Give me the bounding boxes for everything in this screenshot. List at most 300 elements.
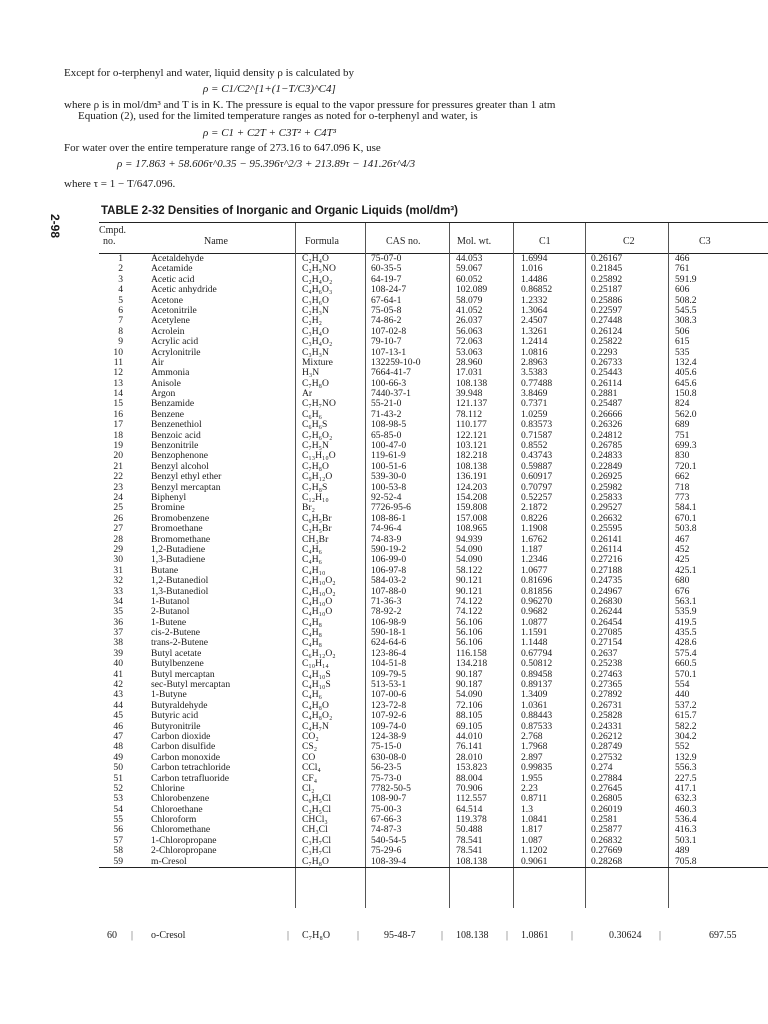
cell-no: 52 [113,782,123,794]
cell-formula: CH₃Cl [302,824,328,836]
cell-c2: 0.30624 [609,930,642,941]
cell-c2: 0.25487 [591,398,623,410]
cell-c2: 0.26925 [591,471,623,483]
table-row [99,597,768,607]
cell-cas: 100-66-3 [371,377,407,389]
cell-name: Chloroethane [151,803,203,815]
cell-c3: 452 [675,543,690,555]
cell-no: 7 [118,315,123,327]
cell-no: 15 [113,398,123,410]
cell-c1: 3.8469 [521,388,548,400]
cell-c1: 1.0361 [521,699,548,711]
cell-name: Argon [151,388,176,400]
cell-c2: 0.26454 [591,616,623,628]
cell-mol-wt: 108.138 [456,460,488,472]
cell-cas: 7782-50-5 [371,782,411,794]
cell-no: 42 [113,679,123,691]
cell-cas: 108-86-1 [371,512,407,524]
cell-cas: 106-99-0 [371,554,407,566]
cell-no: 12 [113,367,123,379]
table-row [99,555,768,565]
cell-cas: 92-52-4 [371,491,402,503]
cell-c1: 1.0841 [521,814,548,826]
cell-mol-wt: 108.138 [456,855,488,867]
column-rule-mark: | [506,930,509,941]
cell-c3: 699.3 [675,440,697,452]
cell-cas: 104-51-8 [371,658,407,670]
cell-c2: 0.27154 [591,637,623,649]
cell-c1: 1.087 [521,834,543,846]
cell-mol-wt: 56.063 [456,325,483,337]
cell-mol-wt: 102.089 [456,284,488,296]
cell-cas: 106-97-8 [371,564,407,576]
cell-c2: 0.28749 [591,741,623,753]
cell-c1: 0.83573 [521,419,553,431]
cell-cas: 124-38-9 [371,730,407,742]
cell-c1: 0.9061 [521,855,548,867]
cell-cas: 75-73-0 [371,772,402,784]
cell-mol-wt: 153.823 [456,762,488,774]
cell-no: 31 [113,564,123,576]
cell-c2: 0.25886 [591,294,623,306]
cell-formula: C₂H₄O₂ [302,273,333,285]
cell-no: 57 [113,834,123,846]
cell-c3: 645.6 [675,377,697,389]
cell-name: 1-Butyne [151,689,187,701]
cell-formula: C₄H₁₀O [302,595,333,607]
column-rule-mark: | [287,930,290,941]
cell-name: Acetonitrile [151,304,197,316]
cell-c2: 0.26805 [591,793,623,805]
cell-no: 49 [113,751,123,763]
cell-mol-wt: 108.138 [456,377,488,389]
table-row [99,857,768,868]
cell-no: 20 [113,450,123,462]
cell-name: Chloromethane [151,824,211,836]
cell-c1: 2.768 [521,730,543,742]
cell-name: Acrylic acid [151,336,199,348]
table-row [99,368,768,378]
table-row [99,576,768,586]
table-row [99,296,768,306]
cell-c1: 1.1448 [521,637,548,649]
cell-no: 9 [118,336,123,348]
cell-c2: 0.2581 [591,814,618,826]
cell-c1: 0.77488 [521,377,553,389]
cell-name: Acrolein [151,325,185,337]
cell-mol-wt: 182.218 [456,450,488,462]
table-row [99,285,768,295]
cell-mol-wt: 136.191 [456,471,488,483]
cell-c1: 1.1202 [521,845,548,857]
cell-mol-wt: 54.090 [456,543,483,555]
cell-name: Bromine [151,502,185,514]
header-c1: C1 [539,236,551,247]
cell-c1: 0.89458 [521,668,553,680]
cell-cas: 7664-41-7 [371,367,411,379]
cell-formula: Br₂ [302,502,315,514]
cell-mol-wt: 54.090 [456,554,483,566]
cell-c2: 0.26733 [591,356,623,368]
cell-no: 11 [113,356,123,368]
cell-c3: 308.3 [675,315,697,327]
cell-name: 1,2-Butanediol [151,575,209,587]
cell-no: 53 [113,793,123,805]
cell-c2: 0.25238 [591,658,623,670]
cell-c3: 718 [675,481,690,493]
cell-c3: 150.8 [675,388,697,400]
cell-no: 58 [113,845,123,857]
cell-c1: 2.8963 [521,356,548,368]
cell-no: 10 [113,346,123,358]
cell-formula: C₄H₆ [302,689,323,701]
cell-c2: 0.27463 [591,668,623,680]
cell-c2: 0.2293 [591,346,618,358]
cell-c1: 0.86852 [521,284,553,296]
cell-c2: 0.27448 [591,315,623,327]
cell-name: 1,2-Butadiene [151,543,206,555]
cell-cas: 132259-10-0 [371,356,421,368]
cell-c1: 0.7371 [521,398,548,410]
cell-mol-wt: 28.010 [456,751,483,763]
cell-c1: 0.87533 [521,720,553,732]
cell-formula: CH₃Br [302,533,329,545]
cell-no: 17 [113,419,123,431]
cell-no: 21 [113,460,123,472]
cell-c1: 1.955 [521,772,543,784]
cell-cas: 584-03-2 [371,575,407,587]
cell-cas: 71-43-2 [371,408,402,420]
header-c2: C2 [623,236,635,247]
cell-c3: 575.4 [675,647,697,659]
cell-c1: 2.1872 [521,502,548,514]
cell-c3: 584.1 [675,502,697,514]
cell-c3: 545.5 [675,304,697,316]
cell-c1: 0.8711 [521,793,548,805]
column-rule-mark: | [357,930,360,941]
header-formula: Formula [305,236,339,247]
cell-c2: 0.26326 [591,419,623,431]
cell-c2: 0.25982 [591,481,623,493]
cell-c2: 0.27645 [591,782,623,794]
cell-c3: 751 [675,429,690,441]
cell-formula: C₄H₁₀O₂ [302,575,336,587]
cell-c1: 0.96270 [521,595,553,607]
cell-cas: 74-86-2 [371,315,402,327]
cell-c2: 0.2881 [591,388,618,400]
cell-mol-wt: 28.960 [456,356,483,368]
cell-name: 1,3-Butadiene [151,554,206,566]
table-row [99,306,768,316]
cell-c3: 435.5 [675,627,697,639]
column-rule-mark: | [441,930,444,941]
cell-no: 3 [118,273,123,285]
cell-cas: 108-90-7 [371,793,407,805]
cell-c2: 0.26666 [591,408,623,420]
cell-name: Carbon disulfide [151,741,216,753]
cell-c2: 0.27669 [591,845,623,857]
cell-c2: 0.25892 [591,273,623,285]
cell-c3: 563.1 [675,595,697,607]
cell-name: Chloroform [151,814,197,826]
cell-formula: C₇H₈O [302,930,331,941]
cell-no: 34 [113,595,123,607]
cell-name: Benzoic acid [151,429,201,441]
table-row [99,483,768,493]
cell-c3: 440 [675,689,690,701]
cell-mol-wt: 112.557 [456,793,487,805]
cell-cas: 95-48-7 [384,930,416,941]
cell-formula: C₂H₂ [302,315,323,327]
cell-no: 60 [107,930,117,941]
cell-c3: 506 [675,325,690,337]
cell-name: Butyl mercaptan [151,668,215,680]
cell-mol-wt: 72.063 [456,336,483,348]
cell-formula: C₄H₈ [302,616,323,628]
cell-no: 44 [113,699,123,711]
cell-name: Air [151,356,164,368]
cell-c3: 591.9 [675,273,697,285]
cell-formula: H₃N [302,367,320,379]
cell-no: 14 [113,388,123,400]
cell-name: Acrylonitrile [151,346,201,358]
cell-mol-wt: 78.541 [456,834,483,846]
cell-c3: 556.3 [675,762,697,774]
cell-c2: 0.26141 [591,533,623,545]
cell-name: trans-2-Butene [151,637,209,649]
cell-formula: C₄H₁₀O [302,606,333,618]
cell-cas: 590-18-1 [371,627,407,639]
cell-c3: 405.6 [675,367,697,379]
cell-name: Butylbenzene [151,658,204,670]
cell-cas: 67-64-1 [371,294,402,306]
cell-formula: C₇H₆O₂ [302,429,333,441]
cell-no: 24 [113,491,123,503]
cell-name: m-Cresol [151,855,187,867]
cell-c3: 660.5 [675,658,697,670]
cell-c1: 1.0816 [521,346,548,358]
cell-name: Butyl acetate [151,647,202,659]
cell-no: 6 [118,304,123,316]
cell-c1: 1.3064 [521,304,548,316]
cell-name: Carbon tetrachloride [151,762,231,774]
cell-c1: 1.6762 [521,533,548,545]
cell-name: Carbon dioxide [151,730,211,742]
cell-mol-wt: 56.106 [456,616,483,628]
cell-c2: 0.24833 [591,450,623,462]
cell-c2: 0.26244 [591,606,623,618]
cell-name: Butyronitrile [151,720,201,732]
cell-c2: 0.2637 [591,647,618,659]
cell-c3: 425.1 [675,564,697,576]
cell-c2: 0.274 [591,762,613,774]
cell-c2: 0.26167 [591,253,623,264]
cell-c2: 0.22849 [591,460,623,472]
table-body [99,254,768,868]
cell-no: 27 [113,523,123,535]
cell-c3: 132.4 [675,356,697,368]
cell-c1: 1.2346 [521,554,548,566]
cell-mol-wt: 119.378 [456,814,487,826]
cell-mol-wt: 124.203 [456,481,488,493]
cell-c3: 467 [675,533,690,545]
cell-cas: 75-15-0 [371,741,402,753]
cell-no: 23 [113,481,123,493]
cell-no: 16 [113,408,123,420]
cell-formula: C₃H₇Cl [302,845,332,857]
cell-name: Acetaldehyde [151,253,204,264]
table-row [99,846,768,856]
cell-cas: 64-19-7 [371,273,402,285]
cell-cas: 75-07-0 [371,253,402,264]
cell-name: Benzophenone [151,450,209,462]
cell-c1: 1.817 [521,824,543,836]
cell-c1: 1.187 [521,543,543,555]
cell-cas: 74-96-4 [371,523,402,535]
table-row [99,337,768,347]
cell-c3: 562.0 [675,408,697,420]
cell-c1: 0.8552 [521,440,548,452]
cell-no: 32 [113,575,123,587]
cell-c1: 2.23 [521,782,538,794]
cell-c3: 537.2 [675,699,697,711]
cell-name: 1,3-Butanediol [151,585,209,597]
cell-formula: C₆H₁₂O₂ [302,647,336,659]
cell-cas: 100-53-8 [371,481,407,493]
cell-no: 30 [113,554,123,566]
cell-c1: 0.43743 [521,450,553,462]
cell-c3: 824 [675,398,690,410]
cell-mol-wt: 88.105 [456,710,483,722]
cell-name: Acetylene [151,315,190,327]
cell-name: Bromobenzene [151,512,210,524]
cell-c1: 1.4486 [521,273,548,285]
cell-cas: 590-19-2 [371,543,407,555]
cell-cas: 7440-37-1 [371,388,411,400]
cell-c3: 428.6 [675,637,697,649]
cell-c1: 0.8226 [521,512,548,524]
table-row [99,348,768,358]
cell-mol-wt: 78.112 [456,408,483,420]
cell-cas: 630-08-0 [371,751,407,763]
cell-no: 46 [113,720,123,732]
cell-formula: CO [302,751,316,763]
cell-mol-wt: 59.067 [456,263,483,275]
cell-cas: 79-10-7 [371,336,402,348]
cell-formula: C₁₃H₁₀O [302,450,336,462]
cell-no: 1 [118,253,123,264]
cell-c3: 466 [675,253,690,264]
cell-c3: 503.1 [675,834,697,846]
cell-c2: 0.25828 [591,710,623,722]
cell-c1: 1.2414 [521,336,548,348]
cell-cas: 539-30-0 [371,471,407,483]
cell-cas: 78-92-2 [371,606,402,618]
table-row [99,254,768,264]
cell-cas: 75-29-6 [371,845,402,857]
cell-no: 5 [118,294,123,306]
table-row [99,524,768,534]
cell-no: 4 [118,284,123,296]
table-row [99,493,768,503]
cell-formula: C₇H₈O [302,377,329,389]
cell-c1: 1.0877 [521,616,548,628]
equation-2: ρ = C1 + C2T + C3T² + C4T³ [203,127,337,139]
cell-mol-wt: 56.106 [456,637,483,649]
cell-mol-wt: 56.106 [456,627,483,639]
cell-formula: C₄H₁₀S [302,668,331,680]
cell-mol-wt: 121.137 [456,398,488,410]
cell-name: Acetic anhydride [151,284,217,296]
cell-c3: 680 [675,575,690,587]
intro-line-1: Except for o-terphenyl and water, liquid density ρ is calculated by [64,67,355,79]
cell-c3: 830 [675,450,690,462]
cell-no: 25 [113,502,123,514]
cell-c3: 489 [675,845,690,857]
table-row [99,587,768,597]
cell-formula: C₆H₅Br [302,512,332,524]
cell-formula: C₇H₅N [302,440,329,452]
cell-no: 29 [113,543,123,555]
cell-mol-wt: 157.008 [456,512,488,524]
cell-no: 56 [113,824,123,836]
cell-c3: 416.3 [675,824,697,836]
cell-mol-wt: 90.187 [456,679,483,691]
cell-formula: CCl₄ [302,762,321,774]
cell-cas: 74-87-3 [371,824,402,836]
cell-formula: C₄H₈ [302,627,323,639]
cell-name: Acetamide [151,263,193,275]
cell-mol-wt: 78.541 [456,845,483,857]
cell-no: 48 [113,741,123,753]
cell-no: 59 [113,855,123,867]
cell-name: 1-Butene [151,616,187,628]
cell-c2: 0.24735 [591,575,623,587]
cell-c2: 0.27216 [591,554,623,566]
cell-no: 50 [113,762,123,774]
cell-cas: 67-66-3 [371,814,402,826]
cell-cas: 56-23-5 [371,762,402,774]
header-c3: C3 [699,236,711,247]
cell-formula: C₂H₅Br [302,523,332,535]
table-row [99,763,768,773]
cell-mol-wt: 74.122 [456,606,483,618]
cell-c2: 0.24967 [591,585,623,597]
cell-cas: 75-00-3 [371,803,402,815]
cell-c3: 508.2 [675,294,697,306]
cell-name: Butyraldehyde [151,699,208,711]
cell-mol-wt: 134.218 [456,658,488,670]
cell-mol-wt: 64.514 [456,803,483,815]
cell-mol-wt: 70.906 [456,782,483,794]
cell-c2: 0.28268 [591,855,623,867]
cell-formula: C₃H₆O [302,294,329,306]
cell-mol-wt: 41.052 [456,304,483,316]
cell-cas: 119-61-9 [371,450,406,462]
cell-formula: C₄H₇N [302,720,329,732]
cell-formula: C₃H₃N [302,346,329,358]
cell-c3: 705.8 [675,855,697,867]
cell-no: 38 [113,637,123,649]
cell-mol-wt: 72.106 [456,699,483,711]
cell-cas: 107-13-1 [371,346,407,358]
cell-c1: 3.5383 [521,367,548,379]
cell-mol-wt: 90.121 [456,575,483,587]
table-row [99,316,768,326]
cell-no: 43 [113,689,123,701]
cell-cas: 74-83-9 [371,533,402,545]
cell-c2: 0.26124 [591,325,623,337]
